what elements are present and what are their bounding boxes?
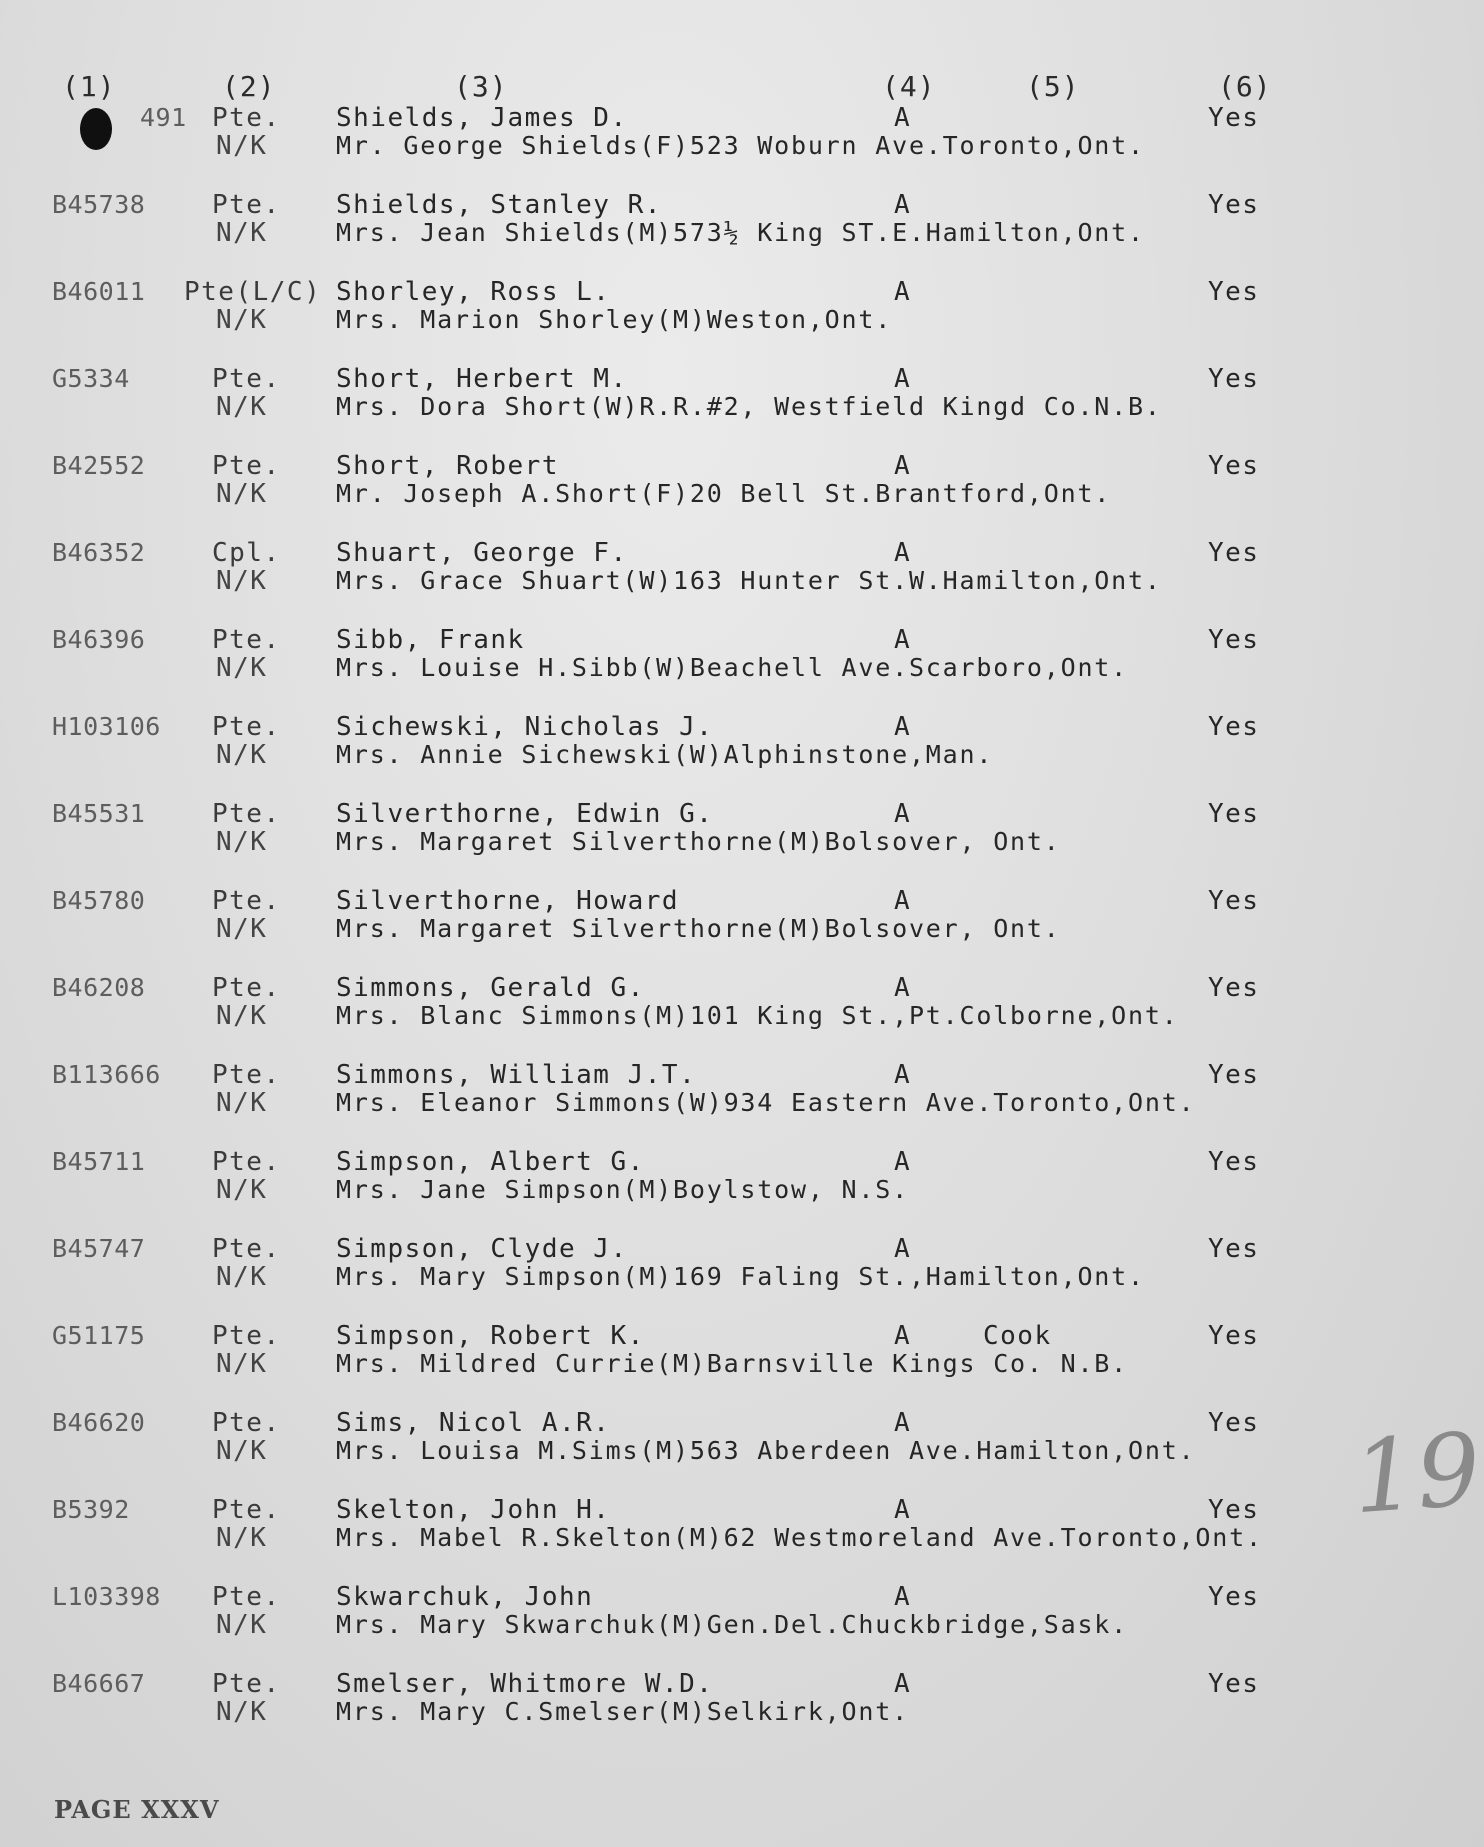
next-of-kin-label: N/K bbox=[216, 1436, 268, 1466]
soldier-name: Shields, Stanley R. bbox=[336, 190, 662, 220]
service-number: H103106 bbox=[52, 712, 161, 741]
next-of-kin: Mr. Joseph A.Short(F)20 Bell St.Brantford,Ont. bbox=[336, 479, 1112, 508]
rank: Pte. bbox=[212, 1582, 281, 1612]
record-entry bbox=[0, 451, 1437, 531]
record-entry bbox=[0, 277, 1437, 357]
column-6-value: Yes bbox=[1208, 1234, 1260, 1264]
service-number: 491 bbox=[140, 103, 187, 132]
service-number: B46011 bbox=[52, 277, 146, 306]
column-6-value: Yes bbox=[1208, 799, 1260, 829]
rank: Pte. bbox=[212, 190, 281, 220]
record-entry bbox=[0, 712, 1437, 792]
next-of-kin-label: N/K bbox=[216, 392, 268, 422]
rank: Pte. bbox=[212, 973, 281, 1003]
record-entry bbox=[0, 1582, 1437, 1662]
next-of-kin: Mrs. Margaret Silverthorne(M)Bolsover, Ont. bbox=[336, 827, 1061, 856]
column-4-value: A bbox=[894, 277, 912, 307]
next-of-kin: Mr. George Shields(F)523 Woburn Ave.Toronto,Ont. bbox=[336, 131, 1145, 160]
soldier-name: Short, Herbert M. bbox=[336, 364, 628, 394]
column-6-value: Yes bbox=[1208, 625, 1260, 655]
column-6-value: Yes bbox=[1208, 364, 1260, 394]
rank: Pte. bbox=[212, 886, 281, 916]
column-4-value: A bbox=[894, 1669, 912, 1699]
service-number: B45738 bbox=[52, 190, 146, 219]
column-4-value: A bbox=[894, 538, 912, 568]
column-5-value: Cook bbox=[983, 1321, 1052, 1351]
column-header-6: (6) bbox=[1218, 70, 1272, 103]
soldier-name: Sichewski, Nicholas J. bbox=[336, 712, 714, 742]
record-entry bbox=[0, 103, 1437, 183]
service-number: B45711 bbox=[52, 1147, 146, 1176]
column-6-value: Yes bbox=[1208, 538, 1260, 568]
soldier-name: Sibb, Frank bbox=[336, 625, 525, 655]
column-header-2: (2) bbox=[222, 70, 276, 103]
record-entry bbox=[0, 1669, 1437, 1749]
rank: Pte. bbox=[212, 799, 281, 829]
next-of-kin: Mrs. Dora Short(W)R.R.#2, Westfield Kingd Co.N.B. bbox=[336, 392, 1162, 421]
next-of-kin: Mrs. Jane Simpson(M)Boylstow, N.S. bbox=[336, 1175, 909, 1204]
rank: Pte. bbox=[212, 1234, 281, 1264]
rank: Cpl. bbox=[212, 538, 281, 568]
column-6-value: Yes bbox=[1208, 712, 1260, 742]
next-of-kin-label: N/K bbox=[216, 305, 268, 335]
column-4-value: A bbox=[894, 1495, 912, 1525]
soldier-name: Shields, James D. bbox=[336, 103, 628, 133]
service-number: G5334 bbox=[52, 364, 130, 393]
soldier-name: Simmons, Gerald G. bbox=[336, 973, 645, 1003]
record-entry bbox=[0, 538, 1437, 618]
column-4-value: A bbox=[894, 1321, 912, 1351]
column-6-value: Yes bbox=[1208, 973, 1260, 1003]
next-of-kin: Mrs. Blanc Simmons(M)101 King St.,Pt.Colborne,Ont. bbox=[336, 1001, 1179, 1030]
handwritten-page-number: 19 bbox=[1349, 1410, 1484, 1537]
rank: Pte. bbox=[212, 1408, 281, 1438]
column-6-value: Yes bbox=[1208, 1408, 1260, 1438]
next-of-kin: Mrs. Mildred Currie(M)Barnsville Kings Co. N.B. bbox=[336, 1349, 1129, 1378]
column-header-3: (3) bbox=[454, 70, 508, 103]
next-of-kin-label: N/K bbox=[216, 1349, 268, 1379]
column-4-value: A bbox=[894, 1147, 912, 1177]
column-header-4: (4) bbox=[882, 70, 936, 103]
service-number: B5392 bbox=[52, 1495, 130, 1524]
next-of-kin: Mrs. Louise H.Sibb(W)Beachell Ave.Scarboro,Ont. bbox=[336, 653, 1129, 682]
column-6-value: Yes bbox=[1208, 1669, 1260, 1699]
column-6-value: Yes bbox=[1208, 190, 1260, 220]
service-number: B42552 bbox=[52, 451, 146, 480]
record-entry bbox=[0, 1147, 1437, 1227]
column-4-value: A bbox=[894, 1234, 912, 1264]
soldier-name: Smelser, Whitmore W.D. bbox=[336, 1669, 714, 1699]
record-entry bbox=[0, 1234, 1437, 1314]
record-entry bbox=[0, 886, 1437, 966]
service-number: B46620 bbox=[52, 1408, 146, 1437]
column-6-value: Yes bbox=[1208, 1321, 1260, 1351]
rank: Pte. bbox=[212, 451, 281, 481]
record-entry bbox=[0, 625, 1437, 705]
service-number: B45780 bbox=[52, 886, 146, 915]
next-of-kin-label: N/K bbox=[216, 1262, 268, 1292]
rank: Pte. bbox=[212, 1321, 281, 1351]
record-entry bbox=[0, 799, 1437, 879]
soldier-name: Shuart, George F. bbox=[336, 538, 628, 568]
service-number: B46396 bbox=[52, 625, 146, 654]
service-number: B46208 bbox=[52, 973, 146, 1002]
column-4-value: A bbox=[894, 103, 912, 133]
column-6-value: Yes bbox=[1208, 277, 1260, 307]
next-of-kin-label: N/K bbox=[216, 1523, 268, 1553]
service-number: B45747 bbox=[52, 1234, 146, 1263]
soldier-name: Shorley, Ross L. bbox=[336, 277, 611, 307]
service-number: B45531 bbox=[52, 799, 146, 828]
column-4-value: A bbox=[894, 973, 912, 1003]
next-of-kin-label: N/K bbox=[216, 1610, 268, 1640]
soldier-name: Skwarchuk, John bbox=[336, 1582, 594, 1612]
service-number: G51175 bbox=[52, 1321, 146, 1350]
rank: Pte. bbox=[212, 1060, 281, 1090]
next-of-kin: Mrs. Louisa M.Sims(M)563 Aberdeen Ave.Hamilton,Ont. bbox=[336, 1436, 1196, 1465]
next-of-kin-label: N/K bbox=[216, 131, 268, 161]
next-of-kin-label: N/K bbox=[216, 740, 268, 770]
next-of-kin-label: N/K bbox=[216, 218, 268, 248]
soldier-name: Simpson, Albert G. bbox=[336, 1147, 645, 1177]
column-4-value: A bbox=[894, 1582, 912, 1612]
rank: Pte. bbox=[212, 625, 281, 655]
record-entry bbox=[0, 190, 1437, 270]
soldier-name: Simpson, Clyde J. bbox=[336, 1234, 628, 1264]
column-4-value: A bbox=[894, 712, 912, 742]
soldier-name: Silverthorne, Howard bbox=[336, 886, 680, 916]
column-6-value: Yes bbox=[1208, 1495, 1260, 1525]
next-of-kin-label: N/K bbox=[216, 479, 268, 509]
next-of-kin-label: N/K bbox=[216, 566, 268, 596]
rank: Pte. bbox=[212, 1669, 281, 1699]
column-6-value: Yes bbox=[1208, 886, 1260, 916]
column-6-value: Yes bbox=[1208, 451, 1260, 481]
record-entry bbox=[0, 1060, 1437, 1140]
next-of-kin-label: N/K bbox=[216, 827, 268, 857]
rank: Pte(L/C) bbox=[184, 277, 322, 307]
record-entry bbox=[0, 973, 1437, 1053]
service-number: B113666 bbox=[52, 1060, 161, 1089]
next-of-kin: Mrs. Mary Skwarchuk(M)Gen.Del.Chuckbridge,Sask. bbox=[336, 1610, 1129, 1639]
column-4-value: A bbox=[894, 451, 912, 481]
soldier-name: Silverthorne, Edwin G. bbox=[336, 799, 714, 829]
column-4-value: A bbox=[894, 625, 912, 655]
next-of-kin: Mrs. Mary Simpson(M)169 Faling St.,Hamilton,Ont. bbox=[336, 1262, 1145, 1291]
column-header-1: (1) bbox=[62, 70, 116, 103]
soldier-name: Skelton, John H. bbox=[336, 1495, 611, 1525]
next-of-kin: Mrs. Grace Shuart(W)163 Hunter St.W.Hamilton,Ont. bbox=[336, 566, 1162, 595]
next-of-kin: Mrs. Jean Shields(M)573½ King ST.E.Hamilton,Ont. bbox=[336, 218, 1145, 247]
column-4-value: A bbox=[894, 799, 912, 829]
service-number: L103398 bbox=[52, 1582, 161, 1611]
next-of-kin: Mrs. Mabel R.Skelton(M)62 Westmoreland Ave.Toronto,Ont. bbox=[336, 1523, 1263, 1552]
next-of-kin-label: N/K bbox=[216, 653, 268, 683]
next-of-kin: Mrs. Eleanor Simmons(W)934 Eastern Ave.Toronto,Ont. bbox=[336, 1088, 1196, 1117]
next-of-kin-label: N/K bbox=[216, 1001, 268, 1031]
rank: Pte. bbox=[212, 103, 281, 133]
next-of-kin-label: N/K bbox=[216, 1697, 268, 1727]
column-6-value: Yes bbox=[1208, 1147, 1260, 1177]
rank: Pte. bbox=[212, 712, 281, 742]
column-header-5: (5) bbox=[1026, 70, 1080, 103]
soldier-name: Simmons, William J.T. bbox=[336, 1060, 697, 1090]
rank: Pte. bbox=[212, 1495, 281, 1525]
column-6-value: Yes bbox=[1208, 1060, 1260, 1090]
column-4-value: A bbox=[894, 1060, 912, 1090]
next-of-kin-label: N/K bbox=[216, 1088, 268, 1118]
next-of-kin: Mrs. Marion Shorley(M)Weston,Ont. bbox=[336, 305, 893, 334]
next-of-kin: Mrs. Annie Sichewski(W)Alphinstone,Man. bbox=[336, 740, 994, 769]
soldier-name: Short, Robert bbox=[336, 451, 559, 481]
column-4-value: A bbox=[894, 1408, 912, 1438]
record-entry bbox=[0, 364, 1437, 444]
column-4-value: A bbox=[894, 364, 912, 394]
next-of-kin-label: N/K bbox=[216, 914, 268, 944]
rank: Pte. bbox=[212, 364, 281, 394]
record-entry bbox=[0, 1408, 1437, 1488]
next-of-kin: Mrs. Margaret Silverthorne(M)Bolsover, Ont. bbox=[336, 914, 1061, 943]
column-4-value: A bbox=[894, 190, 912, 220]
soldier-name: Simpson, Robert K. bbox=[336, 1321, 645, 1351]
column-6-value: Yes bbox=[1208, 103, 1260, 133]
record-entry bbox=[0, 1321, 1437, 1401]
service-number: B46667 bbox=[52, 1669, 146, 1698]
rank: Pte. bbox=[212, 1147, 281, 1177]
record-entry bbox=[0, 1495, 1437, 1575]
column-4-value: A bbox=[894, 886, 912, 916]
soldier-name: Sims, Nicol A.R. bbox=[336, 1408, 611, 1438]
next-of-kin: Mrs. Mary C.Smelser(M)Selkirk,Ont. bbox=[336, 1697, 909, 1726]
column-6-value: Yes bbox=[1208, 1582, 1260, 1612]
next-of-kin-label: N/K bbox=[216, 1175, 268, 1205]
service-number: B46352 bbox=[52, 538, 146, 567]
page-label: PAGE XXXV bbox=[54, 1795, 220, 1824]
